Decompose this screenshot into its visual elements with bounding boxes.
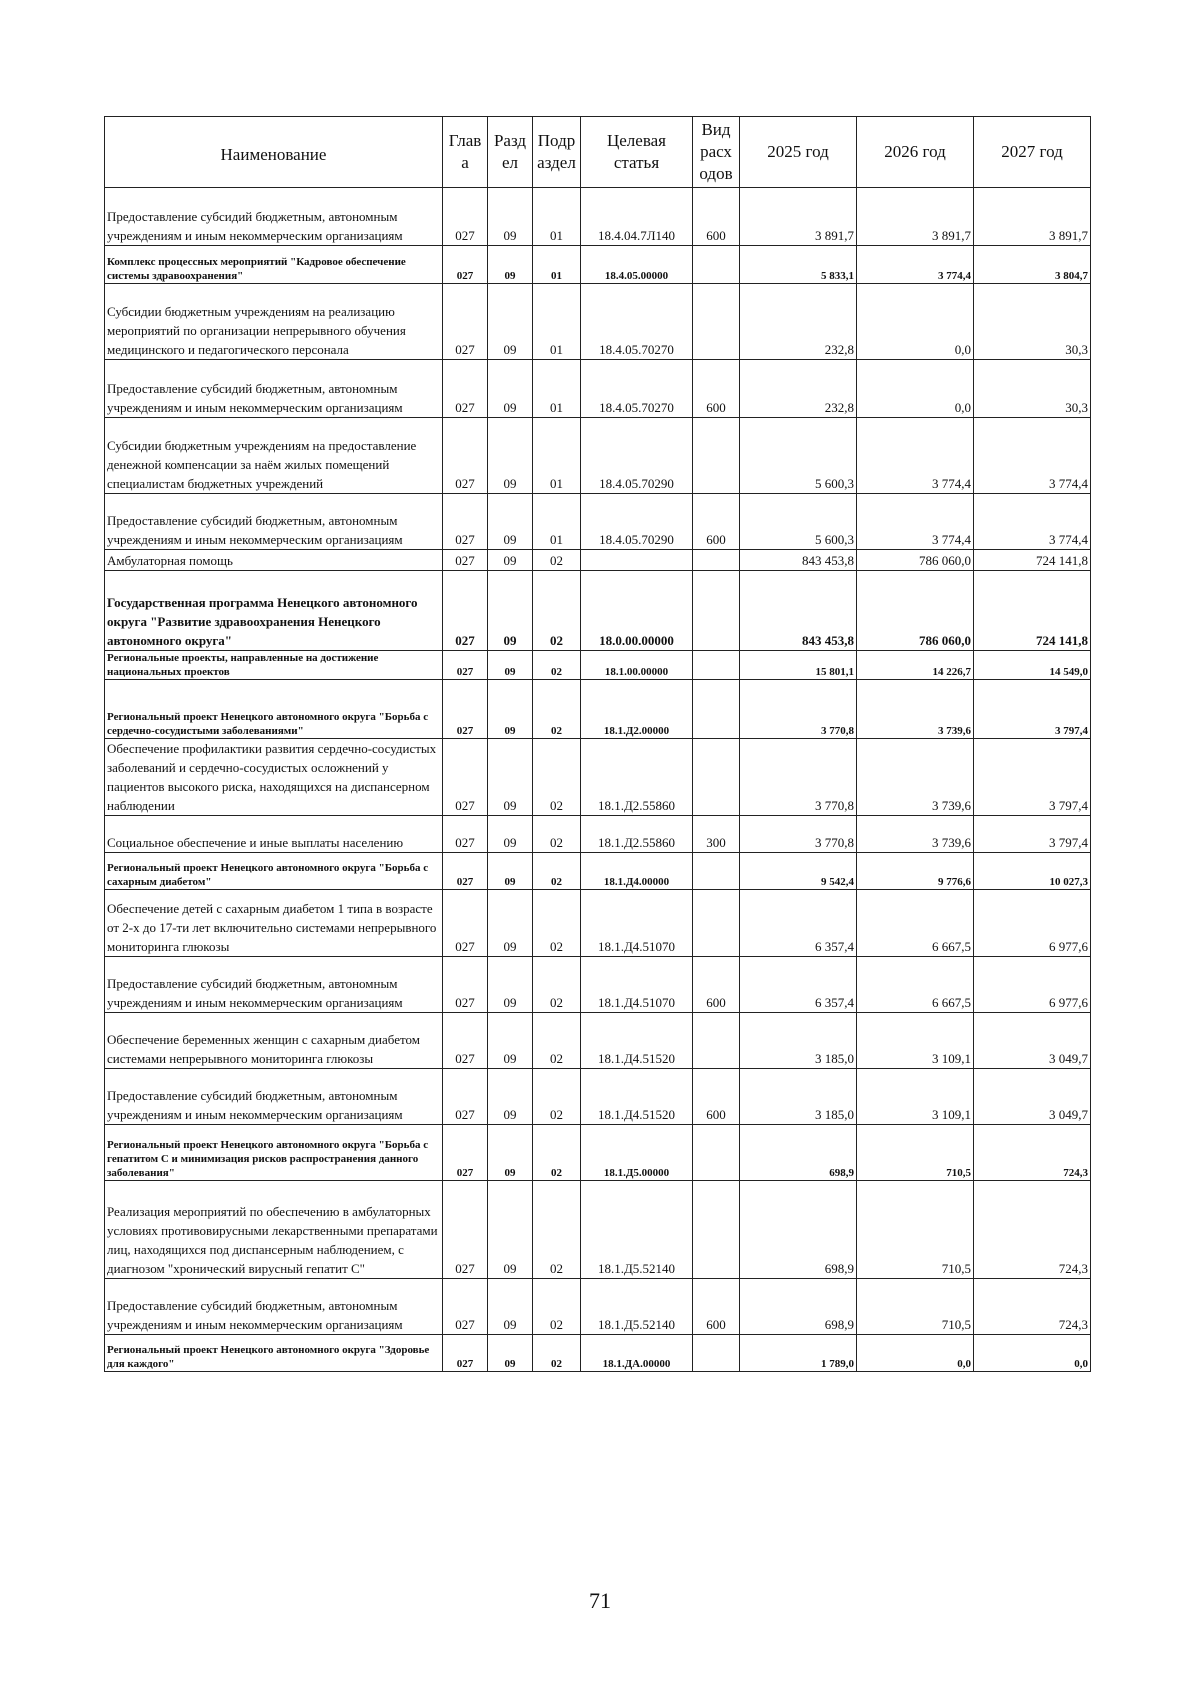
cell-name: Государственная программа Ненецкого автономного округа "Развитие здравоохранения Ненецкого автономного округа"	[105, 571, 443, 651]
cell-y2026: 786 060,0	[857, 550, 974, 571]
cell-razdel: 09	[488, 1279, 533, 1335]
cell-y2027: 724 141,8	[974, 550, 1091, 571]
cell-y2027: 6 977,6	[974, 890, 1091, 957]
cell-vid	[693, 571, 740, 651]
cell-y2027: 724,3	[974, 1181, 1091, 1279]
cell-y2026: 3 891,7	[857, 188, 974, 246]
cell-y2026: 710,5	[857, 1279, 974, 1335]
cell-name: Предоставление субсидий бюджетным, автономным учреждениям и иным некоммерческим организациям	[105, 1069, 443, 1125]
cell-glava: 027	[443, 1181, 488, 1279]
cell-vid	[693, 1335, 740, 1372]
table-row	[105, 1069, 1091, 1125]
cell-name: Обеспечение профилактики развития сердечно-сосудистых заболеваний и сердечно-сосудистых осложнений у пациентов высокого риска, находящихся на диспансерном наблюдении	[105, 739, 443, 816]
cell-razdel: 09	[488, 853, 533, 890]
cell-razdel: 09	[488, 680, 533, 739]
cell-y2027: 3 049,7	[974, 1069, 1091, 1125]
cell-y2027: 724,3	[974, 1125, 1091, 1181]
cell-y2025: 3 185,0	[740, 1069, 857, 1125]
cell-vid: 600	[693, 494, 740, 550]
cell-glava: 027	[443, 571, 488, 651]
cell-name: Предоставление субсидий бюджетным, автономным учреждениям и иным некоммерческим организациям	[105, 957, 443, 1013]
cell-name: Региональный проект Ненецкого автономного округа "Борьба с сердечно-сосудистыми заболеваниями"	[105, 680, 443, 739]
table-row	[105, 550, 1091, 571]
cell-name: Предоставление субсидий бюджетным, автономным учреждениям и иным некоммерческим организациям	[105, 188, 443, 246]
page-number: 71	[589, 1588, 611, 1613]
table-row	[105, 494, 1091, 550]
header-razdel: Разд ел	[488, 117, 533, 188]
cell-vid: 600	[693, 1279, 740, 1335]
cell-y2026: 786 060,0	[857, 571, 974, 651]
cell-glava: 027	[443, 680, 488, 739]
table-row	[105, 680, 1091, 739]
cell-name: Региональный проект Ненецкого автономного округа "Борьба с сахарным диабетом"	[105, 853, 443, 890]
cell-celevaya: 18.1.Д4.51520	[581, 1013, 693, 1069]
cell-y2025: 15 801,1	[740, 651, 857, 680]
table-row	[105, 418, 1091, 494]
cell-y2026: 3 739,6	[857, 680, 974, 739]
cell-y2026: 3 109,1	[857, 1069, 974, 1125]
cell-podrazdel: 02	[533, 1335, 581, 1372]
cell-y2026: 0,0	[857, 284, 974, 360]
table-row	[105, 571, 1091, 651]
cell-vid	[693, 284, 740, 360]
cell-glava: 027	[443, 651, 488, 680]
cell-razdel: 09	[488, 1013, 533, 1069]
table-row	[105, 1335, 1091, 1372]
cell-y2027: 3 797,4	[974, 739, 1091, 816]
cell-y2027: 6 977,6	[974, 957, 1091, 1013]
cell-podrazdel: 02	[533, 680, 581, 739]
header-row	[105, 117, 1091, 188]
cell-y2027: 3 797,4	[974, 816, 1091, 853]
cell-razdel: 09	[488, 890, 533, 957]
cell-vid	[693, 1181, 740, 1279]
cell-y2025: 5 600,3	[740, 418, 857, 494]
cell-celevaya: 18.4.05.70270	[581, 284, 693, 360]
cell-y2027: 724 141,8	[974, 571, 1091, 651]
cell-razdel: 09	[488, 739, 533, 816]
cell-razdel: 09	[488, 651, 533, 680]
table-row	[105, 816, 1091, 853]
cell-glava: 027	[443, 284, 488, 360]
cell-podrazdel: 02	[533, 853, 581, 890]
header-2026: 2026 год	[857, 117, 974, 188]
cell-vid	[693, 890, 740, 957]
cell-podrazdel: 02	[533, 1181, 581, 1279]
cell-podrazdel: 01	[533, 188, 581, 246]
cell-celevaya: 18.0.00.00000	[581, 571, 693, 651]
cell-y2025: 843 453,8	[740, 571, 857, 651]
cell-y2027: 30,3	[974, 360, 1091, 418]
cell-podrazdel: 01	[533, 246, 581, 284]
table-row	[105, 853, 1091, 890]
cell-y2025: 5 600,3	[740, 494, 857, 550]
cell-name: Социальное обеспечение и иные выплаты населению	[105, 816, 443, 853]
cell-podrazdel: 01	[533, 360, 581, 418]
cell-y2026: 0,0	[857, 360, 974, 418]
cell-celevaya: 18.1.ДА.00000	[581, 1335, 693, 1372]
table-body	[105, 188, 1091, 1372]
cell-vid	[693, 1125, 740, 1181]
cell-name: Предоставление субсидий бюджетным, автономным учреждениям и иным некоммерческим организациям	[105, 494, 443, 550]
cell-glava: 027	[443, 1125, 488, 1181]
cell-podrazdel: 02	[533, 1013, 581, 1069]
cell-y2025: 3 891,7	[740, 188, 857, 246]
cell-podrazdel: 01	[533, 418, 581, 494]
cell-y2027: 10 027,3	[974, 853, 1091, 890]
cell-razdel: 09	[488, 571, 533, 651]
cell-podrazdel: 01	[533, 284, 581, 360]
cell-y2026: 0,0	[857, 1335, 974, 1372]
header-celevaya: Целевая статья	[581, 117, 693, 188]
cell-podrazdel: 02	[533, 571, 581, 651]
cell-y2025: 5 833,1	[740, 246, 857, 284]
cell-celevaya: 18.1.Д4.00000	[581, 853, 693, 890]
cell-razdel: 09	[488, 957, 533, 1013]
header-glava: Глав а	[443, 117, 488, 188]
table-row	[105, 957, 1091, 1013]
cell-glava: 027	[443, 1279, 488, 1335]
cell-glava: 027	[443, 550, 488, 571]
cell-glava: 027	[443, 1335, 488, 1372]
cell-name: Предоставление субсидий бюджетным, автономным учреждениям и иным некоммерческим организациям	[105, 1279, 443, 1335]
cell-name: Реализация мероприятий по обеспечению в амбулаторных условиях противовирусными лекарственными препаратами лиц, находящихся под диспансерным наблюдением, с диагнозом "хронический вирусный гепатит С"	[105, 1181, 443, 1279]
table-row	[105, 284, 1091, 360]
cell-glava: 027	[443, 360, 488, 418]
cell-celevaya: 18.1.Д4.51520	[581, 1069, 693, 1125]
table-row	[105, 1181, 1091, 1279]
cell-celevaya: 18.1.Д4.51070	[581, 957, 693, 1013]
cell-y2027: 14 549,0	[974, 651, 1091, 680]
cell-glava: 027	[443, 853, 488, 890]
cell-celevaya: 18.4.04.7Л140	[581, 188, 693, 246]
cell-vid: 600	[693, 957, 740, 1013]
cell-celevaya: 18.1.Д5.52140	[581, 1181, 693, 1279]
cell-y2025: 9 542,4	[740, 853, 857, 890]
table-row	[105, 246, 1091, 284]
cell-glava: 027	[443, 246, 488, 284]
cell-celevaya: 18.1.00.00000	[581, 651, 693, 680]
cell-celevaya: 18.1.Д2.55860	[581, 816, 693, 853]
cell-name: Региональные проекты, направленные на достижение национальных проектов	[105, 651, 443, 680]
cell-y2026: 3 739,6	[857, 739, 974, 816]
cell-y2027: 30,3	[974, 284, 1091, 360]
cell-vid: 600	[693, 188, 740, 246]
cell-podrazdel: 02	[533, 890, 581, 957]
cell-name: Региональный проект Ненецкого автономного округа "Борьба с гепатитом С и минимизация рисков распространения данного заболевания"	[105, 1125, 443, 1181]
cell-celevaya: 18.4.05.00000	[581, 246, 693, 284]
cell-glava: 027	[443, 739, 488, 816]
cell-y2025: 232,8	[740, 360, 857, 418]
cell-glava: 027	[443, 816, 488, 853]
cell-y2027: 3 774,4	[974, 494, 1091, 550]
header-name: Наименование	[105, 117, 443, 188]
cell-podrazdel: 02	[533, 1125, 581, 1181]
cell-y2027: 3 049,7	[974, 1013, 1091, 1069]
cell-vid: 600	[693, 360, 740, 418]
cell-podrazdel: 01	[533, 494, 581, 550]
cell-podrazdel: 02	[533, 739, 581, 816]
cell-vid: 300	[693, 816, 740, 853]
cell-y2025: 3 770,8	[740, 816, 857, 853]
cell-razdel: 09	[488, 550, 533, 571]
table-row	[105, 739, 1091, 816]
cell-podrazdel: 02	[533, 651, 581, 680]
cell-glava: 027	[443, 1069, 488, 1125]
cell-y2027: 3 891,7	[974, 188, 1091, 246]
cell-y2025: 3 185,0	[740, 1013, 857, 1069]
table-row	[105, 360, 1091, 418]
cell-razdel: 09	[488, 418, 533, 494]
cell-podrazdel: 02	[533, 550, 581, 571]
cell-y2026: 3 774,4	[857, 246, 974, 284]
cell-vid	[693, 1013, 740, 1069]
cell-vid	[693, 418, 740, 494]
cell-razdel: 09	[488, 188, 533, 246]
cell-name: Комплекс процессных мероприятий "Кадровое обеспечение системы здравоохранения"	[105, 246, 443, 284]
cell-name: Обеспечение детей с сахарным диабетом 1 типа в возрасте от 2-х до 17-ти лет включительно системами непрерывного мониторинга глюкозы	[105, 890, 443, 957]
cell-y2025: 3 770,8	[740, 739, 857, 816]
cell-y2027: 724,3	[974, 1279, 1091, 1335]
cell-y2027: 0,0	[974, 1335, 1091, 1372]
cell-y2027: 3 797,4	[974, 680, 1091, 739]
cell-razdel: 09	[488, 360, 533, 418]
cell-name: Субсидии бюджетным учреждениям на реализацию мероприятий по организации непрерывного обучения медицинского и педагогического персонала	[105, 284, 443, 360]
cell-razdel: 09	[488, 1181, 533, 1279]
cell-podrazdel: 02	[533, 816, 581, 853]
cell-podrazdel: 02	[533, 1279, 581, 1335]
cell-celevaya: 18.1.Д5.52140	[581, 1279, 693, 1335]
cell-y2026: 6 667,5	[857, 957, 974, 1013]
table-row	[105, 890, 1091, 957]
cell-glava: 027	[443, 890, 488, 957]
cell-y2025: 698,9	[740, 1181, 857, 1279]
cell-y2026: 14 226,7	[857, 651, 974, 680]
cell-y2026: 3 774,4	[857, 418, 974, 494]
cell-y2025: 6 357,4	[740, 957, 857, 1013]
cell-y2025: 698,9	[740, 1125, 857, 1181]
cell-celevaya	[581, 550, 693, 571]
cell-glava: 027	[443, 1013, 488, 1069]
cell-celevaya: 18.4.05.70290	[581, 494, 693, 550]
cell-glava: 027	[443, 188, 488, 246]
cell-vid	[693, 680, 740, 739]
header-2027: 2027 год	[974, 117, 1091, 188]
cell-podrazdel: 02	[533, 1069, 581, 1125]
cell-razdel: 09	[488, 1335, 533, 1372]
cell-name: Субсидии бюджетным учреждениям на предоставление денежной компенсации за наём жилых помещений специалистам бюджетных учреждений	[105, 418, 443, 494]
cell-name: Амбулаторная помощь	[105, 550, 443, 571]
cell-y2026: 9 776,6	[857, 853, 974, 890]
cell-y2026: 3 109,1	[857, 1013, 974, 1069]
table-row	[105, 1013, 1091, 1069]
cell-y2025: 6 357,4	[740, 890, 857, 957]
cell-y2025: 3 770,8	[740, 680, 857, 739]
cell-y2025: 1 789,0	[740, 1335, 857, 1372]
cell-name: Предоставление субсидий бюджетным, автономным учреждениям и иным некоммерческим организациям	[105, 360, 443, 418]
cell-vid	[693, 739, 740, 816]
cell-glava: 027	[443, 957, 488, 1013]
cell-razdel: 09	[488, 1069, 533, 1125]
cell-razdel: 09	[488, 1125, 533, 1181]
cell-y2026: 3 774,4	[857, 494, 974, 550]
cell-y2025: 232,8	[740, 284, 857, 360]
cell-vid	[693, 246, 740, 284]
table-row	[105, 651, 1091, 680]
cell-celevaya: 18.4.05.70270	[581, 360, 693, 418]
cell-y2027: 3 804,7	[974, 246, 1091, 284]
table-row	[105, 1279, 1091, 1335]
budget-table	[104, 116, 1091, 1372]
cell-celevaya: 18.1.Д2.00000	[581, 680, 693, 739]
cell-vid: 600	[693, 1069, 740, 1125]
cell-celevaya: 18.1.Д4.51070	[581, 890, 693, 957]
table-row	[105, 1125, 1091, 1181]
cell-y2025: 843 453,8	[740, 550, 857, 571]
cell-y2026: 3 739,6	[857, 816, 974, 853]
header-vid: Вид расх одов	[693, 117, 740, 188]
header-2025: 2025 год	[740, 117, 857, 188]
cell-vid	[693, 853, 740, 890]
cell-celevaya: 18.1.Д5.00000	[581, 1125, 693, 1181]
cell-name: Региональный проект Ненецкого автономного округа "Здоровье для каждого"	[105, 1335, 443, 1372]
cell-vid	[693, 550, 740, 571]
cell-y2026: 710,5	[857, 1181, 974, 1279]
cell-razdel: 09	[488, 246, 533, 284]
cell-y2025: 698,9	[740, 1279, 857, 1335]
table-row	[105, 188, 1091, 246]
cell-razdel: 09	[488, 816, 533, 853]
cell-y2026: 710,5	[857, 1125, 974, 1181]
cell-y2026: 6 667,5	[857, 890, 974, 957]
cell-podrazdel: 02	[533, 957, 581, 1013]
cell-glava: 027	[443, 494, 488, 550]
cell-glava: 027	[443, 418, 488, 494]
header-podrazdel: Подр аздел	[533, 117, 581, 188]
cell-name: Обеспечение беременных женщин с сахарным диабетом системами непрерывного мониторинга глюкозы	[105, 1013, 443, 1069]
cell-y2027: 3 774,4	[974, 418, 1091, 494]
cell-razdel: 09	[488, 494, 533, 550]
cell-celevaya: 18.1.Д2.55860	[581, 739, 693, 816]
cell-celevaya: 18.4.05.70290	[581, 418, 693, 494]
cell-razdel: 09	[488, 284, 533, 360]
cell-vid	[693, 651, 740, 680]
